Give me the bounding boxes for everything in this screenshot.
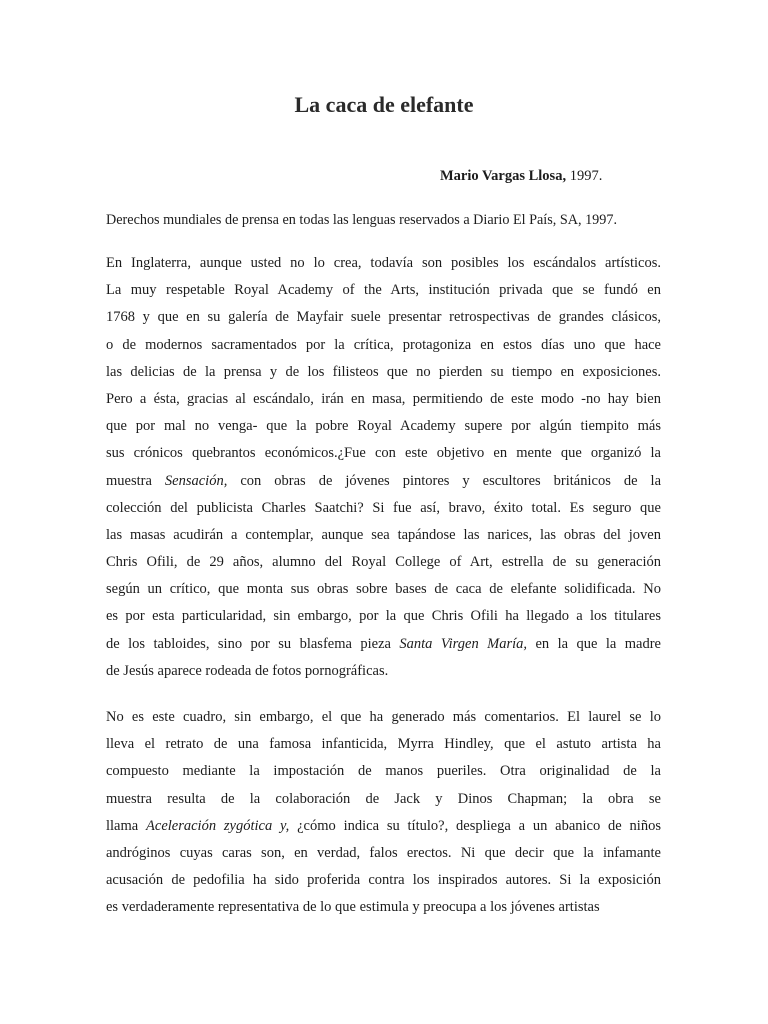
paragraph-line: No es este cuadro, sin embargo, el que ha generado más comentarios. El laurel se lo bbox=[106, 709, 661, 725]
paragraph-line: Chris Ofili, de 29 años, alumno del Royal College of Art, estrella de su generación bbox=[106, 554, 661, 571]
paragraph-line: es por esta particularidad, sin embargo, por la que Chris Ofili ha llegado a los titulares bbox=[106, 608, 661, 625]
line-text: en la que la madre bbox=[527, 635, 661, 652]
paragraph-line: muestra resulta de la colaboración de Jack y Dinos Chapman; la obra se bbox=[106, 790, 661, 807]
paragraph-line: colección del publicista Charles Saatchi? Si fue así, bravo, éxito total. Es seguro que bbox=[106, 499, 661, 516]
line-text: llama bbox=[106, 817, 147, 834]
paragraph-line: según un crítico, que monta sus obras sobre bases de caca de elefante solidificada. No bbox=[106, 581, 661, 598]
paragraph-line: lleva el retrato de una famosa infanticida, Myrra Hindley, que el astuto artista ha bbox=[106, 736, 661, 753]
line-text: ¿cómo indica su título?, despliega a un abanico de niños bbox=[289, 817, 661, 834]
paragraph-line: de Jesús aparece rodeada de fotos pornográficas. bbox=[106, 662, 389, 679]
paragraph-1 bbox=[106, 250, 661, 685]
rights-notice: Derechos mundiales de prensa en todas las lenguas reservados a Diario El País, SA, 1997. bbox=[106, 212, 618, 228]
artwork-title: Santa Virgen María, bbox=[399, 635, 528, 652]
line-text: muestra bbox=[106, 472, 165, 489]
document-title: La caca de elefante bbox=[294, 92, 474, 117]
paragraph-2 bbox=[106, 704, 661, 922]
author-name: Mario Vargas Llosa, bbox=[440, 168, 567, 184]
paragraph-line: que por mal no venga- que la pobre Royal Academy supere por algún tiempito más bbox=[106, 418, 661, 435]
paragraph-line: es verdaderamente representativa de lo que estimula y preocupa a los jóvenes artistas bbox=[106, 899, 600, 916]
paragraph-line: En Inglaterra, aunque usted no lo crea, todavía son posibles los escándalos artísticos. bbox=[106, 255, 661, 271]
paragraph-line: sus crónicos quebrantos económicos.¿Fue con este objetivo en mente que organizó la bbox=[106, 445, 661, 462]
line-text: de los tabloides, sino por su blasfema pieza bbox=[106, 635, 400, 652]
paragraph-line: las delicias de la prensa y de los filisteos que no pierden su tiempo en exposiciones. bbox=[106, 363, 661, 380]
artwork-title: Sensación, bbox=[164, 472, 228, 489]
paragraph-line: compuesto mediante la impostación de manos pueriles. Otra originalidad de la bbox=[106, 763, 661, 780]
paragraph-line: Pero a ésta, gracias al escándalo, irán en masa, permitiendo de este modo -no hay bien bbox=[106, 390, 661, 407]
paragraph-line bbox=[106, 468, 661, 495]
artwork-title: Aceleración zygótica y, bbox=[146, 817, 290, 834]
paragraph-line: andróginos cuyas caras son, en verdad, falos erectos. Ni que decir que la infamante bbox=[106, 844, 661, 861]
line-text: con obras de jóvenes pintores y escultores británicos de la bbox=[227, 472, 662, 489]
publication-year: 1997. bbox=[566, 168, 603, 184]
paragraph-line: o de modernos sacramentados por la crítica, protagoniza en estos días uno que hace bbox=[106, 336, 661, 353]
paragraph-line: las masas acudirán a contemplar, aunque sea tapándose las narices, las obras del joven bbox=[106, 526, 661, 543]
paragraph-line bbox=[106, 813, 661, 840]
paragraph-line: 1768 y que en su galería de Mayfair suele presentar retrospectivas de grandes clásicos, bbox=[106, 309, 661, 326]
byline bbox=[440, 166, 602, 186]
paragraph-line: acusación de pedofilia ha sido proferida contra los inspirados autores. Si la exposición bbox=[106, 872, 661, 889]
paragraph-line: La muy respetable Royal Academy of the Arts, institución privada que se fundó en bbox=[106, 282, 661, 299]
paragraph-line bbox=[106, 631, 661, 658]
